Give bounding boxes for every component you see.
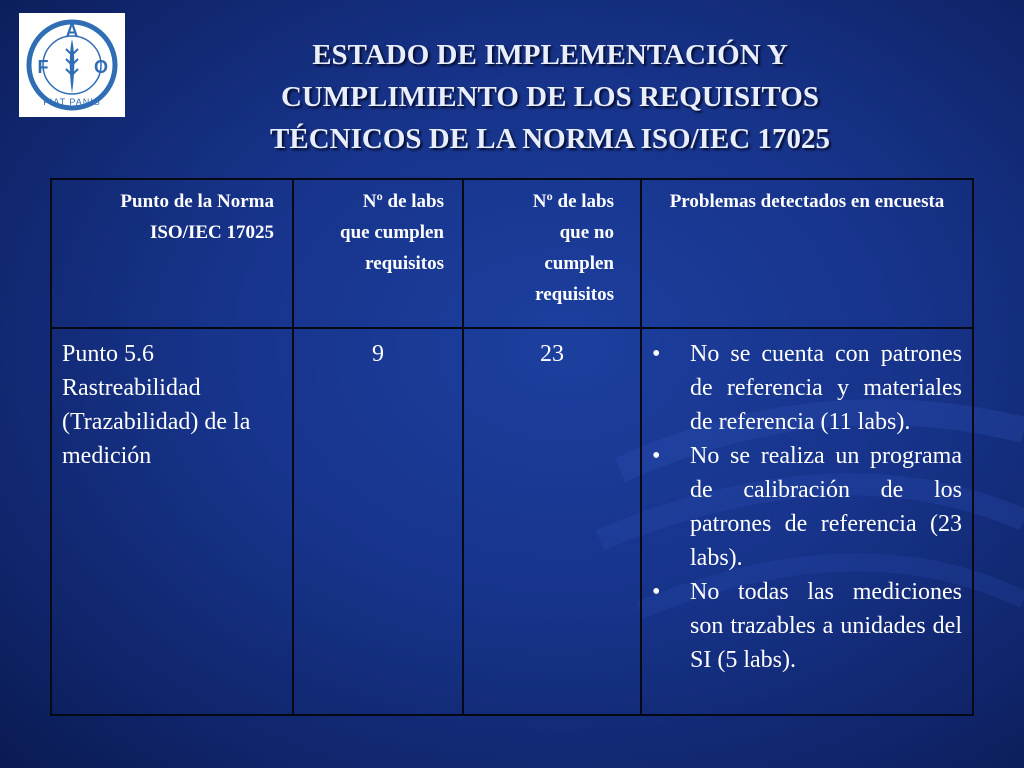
header-cell-point [51,179,293,328]
bullet-icon: • [652,443,661,469]
header-point-label: Punto de la Norma ISO/IEC 17025 [120,191,274,243]
requirements-table [50,178,974,716]
comply-count: 9 [372,341,384,367]
logo-motto: FIAT PANIS [43,97,101,107]
header-problems-label: Problemas detectados en encuesta [669,191,945,212]
cell-problems [641,328,973,715]
title-line-1: ESTADO DE IMPLEMENTACIÓN Y [312,39,788,71]
slide-title [150,34,950,160]
problem-text: No se cuenta con patrones de referencia y materiales de referencia (11 labs). [690,341,962,435]
bullet-icon: • [652,341,661,367]
problems-list [642,329,972,677]
logo-letter-left: F [37,57,49,77]
header-not-comply-label: Nº de labs que no cumplen requisitos [532,191,614,305]
fao-emblem-icon [19,13,125,117]
header-cell-problems [641,179,973,328]
header-cell-not-comply [463,179,641,328]
list-item [650,575,962,677]
title-line-2: CUMPLIMIENTO DE LOS REQUISITOS [281,81,819,113]
table-row [51,328,973,715]
problem-text: No se realiza un programa de calibración de los patrones de referencia (23 labs). [690,443,962,571]
logo-letter-right: O [93,57,109,77]
point-text: Punto 5.6 Rastreabilidad (Trazabilidad) de la medición [62,341,251,469]
cell-comply [293,328,463,715]
bullet-icon: • [652,579,661,605]
list-item [650,337,962,439]
fao-logo [19,13,125,117]
not-comply-count: 23 [540,341,564,367]
header-cell-comply [293,179,463,328]
list-item [650,439,962,575]
cell-not-comply [463,328,641,715]
cell-point [51,328,293,715]
title-line-3: TÉCNICOS DE LA NORMA ISO/IEC 17025 [270,123,830,155]
header-comply-label: Nº de labs que cumplen requisitos [340,191,444,274]
logo-letter-top: A [65,21,79,41]
problem-text: No todas las mediciones son trazables a unidades del SI (5 labs). [690,579,962,673]
table-header-row [51,179,973,328]
